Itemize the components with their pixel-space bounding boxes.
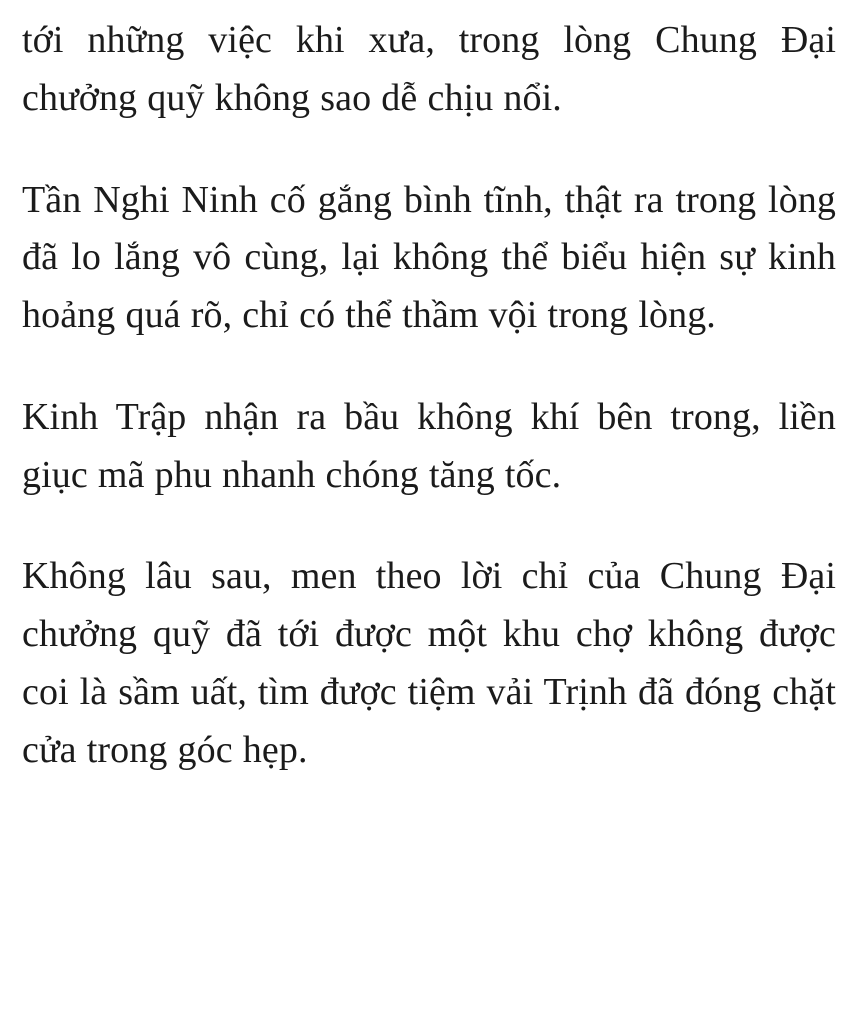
paragraph: Kinh Trập nhận ra bầu không khí bên trong, liền giục mã phu nhanh chóng tăng tốc. [22, 395, 836, 496]
paragraph: tới những việc khi xưa, trong lòng Chung Đại chưởng quỹ không sao dễ chịu nổi. [22, 19, 836, 119]
paragraph: Không lâu sau, men theo lời chỉ của Chung Đại chưởng quỹ đã tới được một khu chợ không được coi là sầm uất, tìm được tiệm vải Trịnh đã đóng chặt cửa trong góc hẹp. [22, 555, 836, 771]
paragraph: Tần Nghi Ninh cố gắng bình tĩnh, thật ra trong lòng đã lo lắng vô cùng, lại không thể biểu hiện sự kinh hoảng quá rõ, chỉ có thể thầm vội trong lòng. [22, 178, 836, 336]
